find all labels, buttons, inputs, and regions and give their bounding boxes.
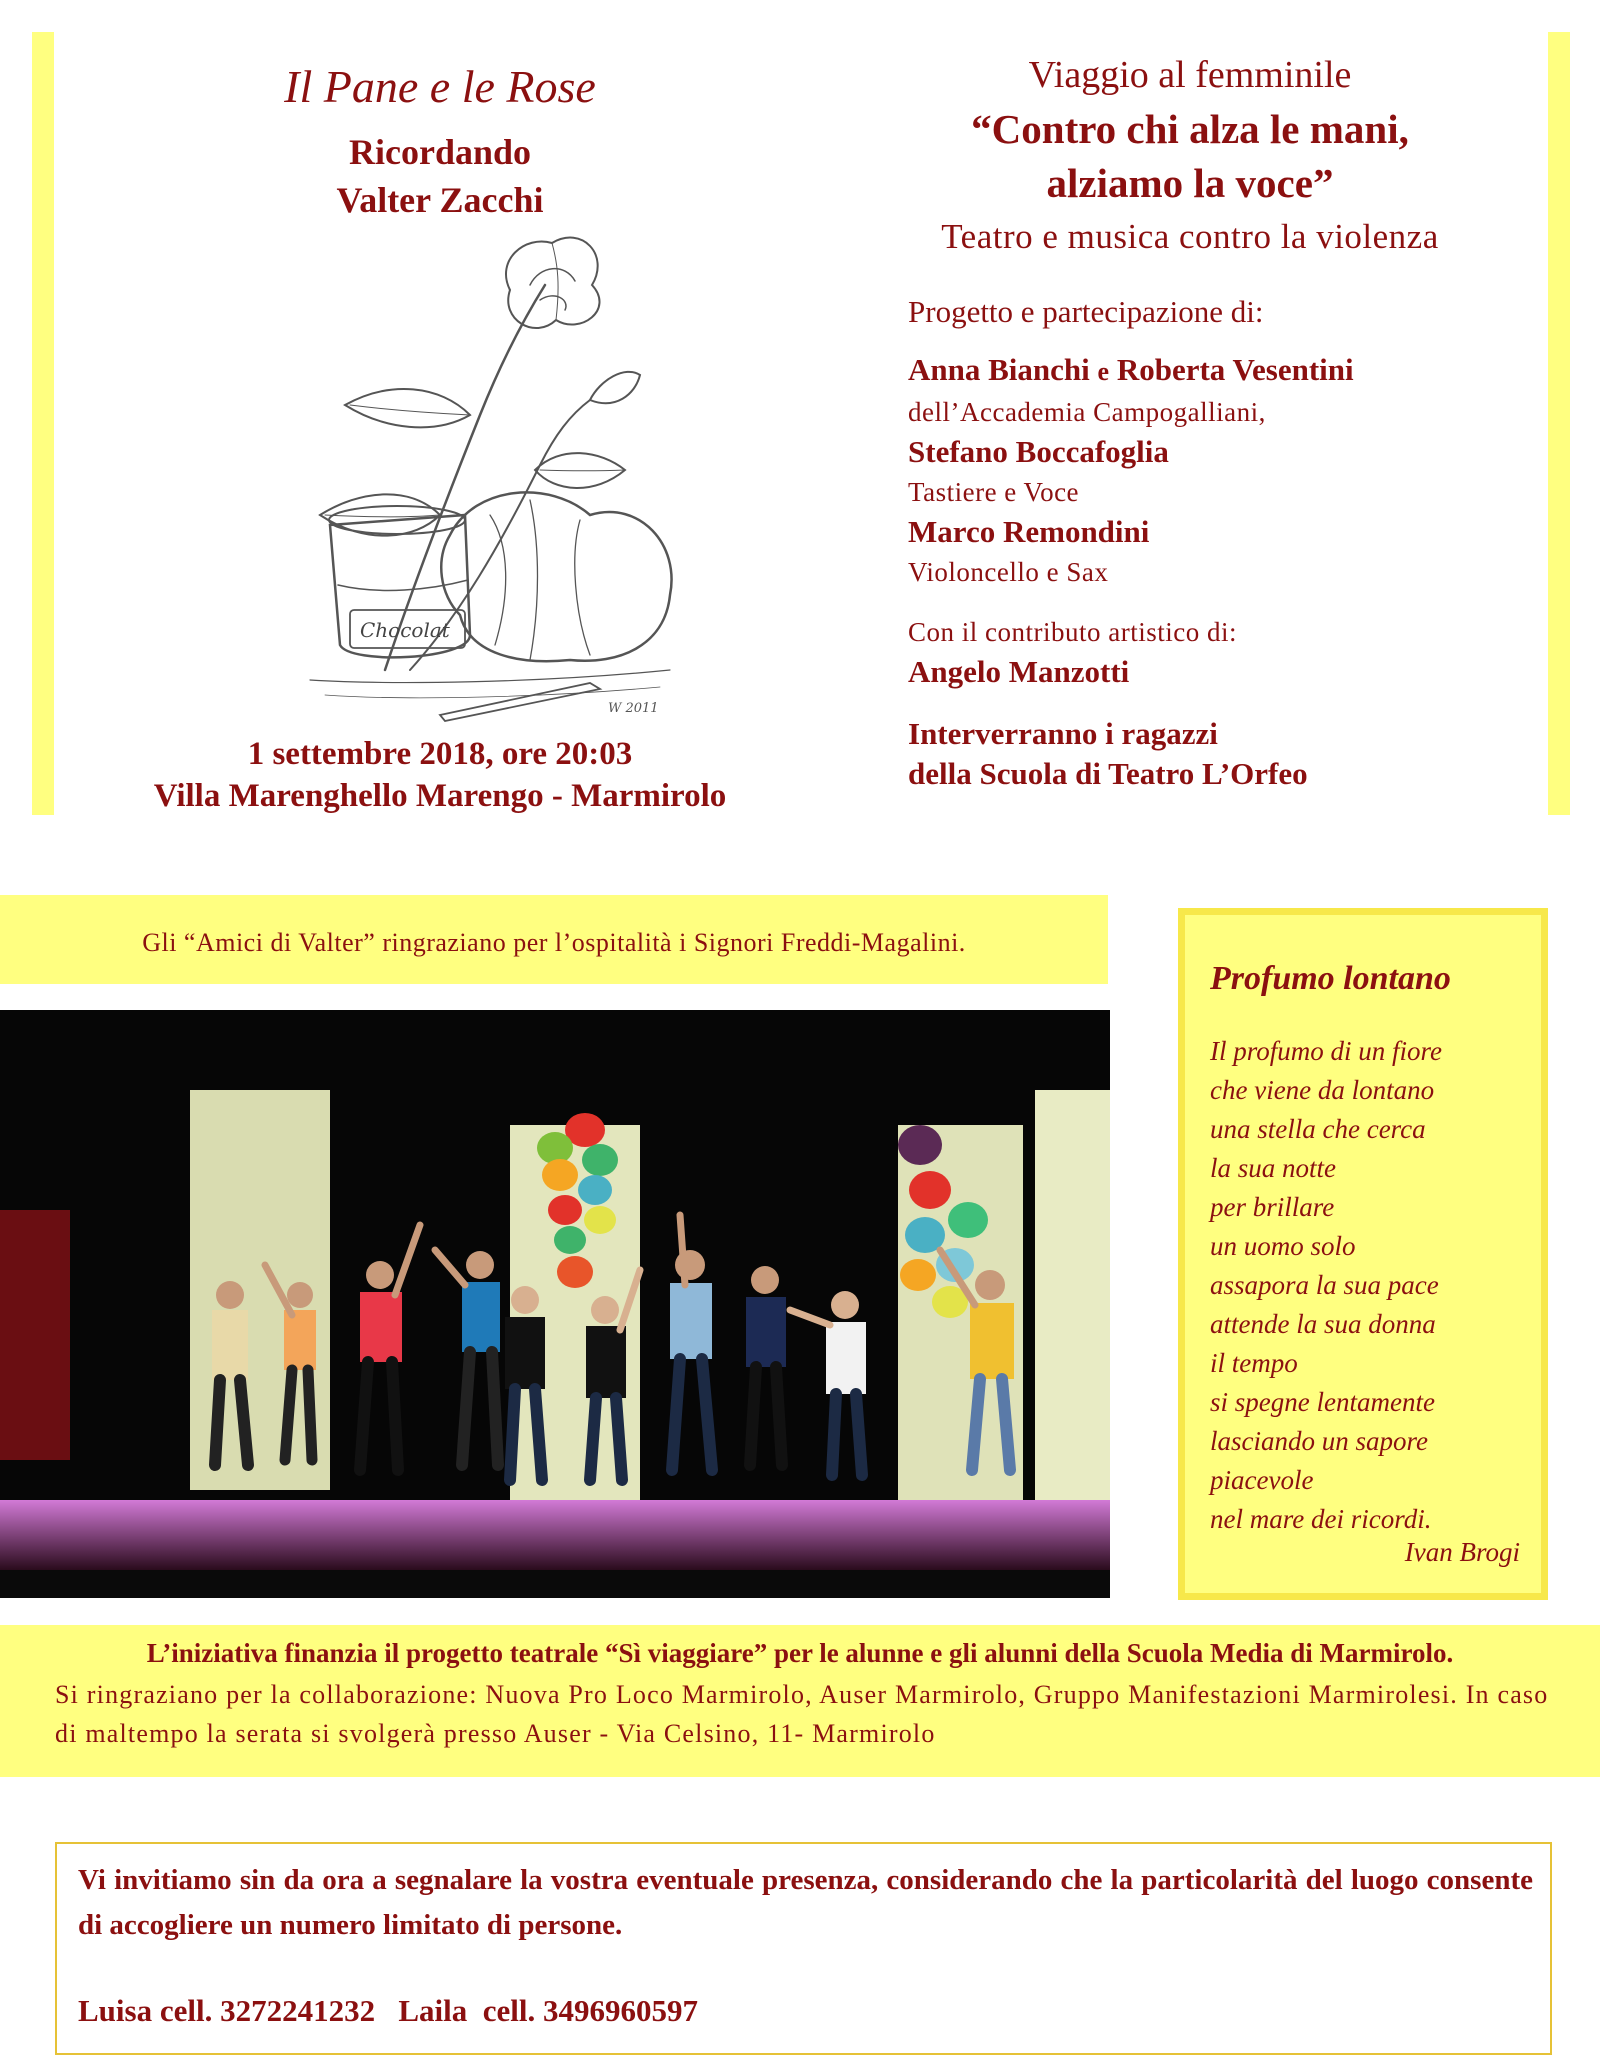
knife: [440, 683, 600, 721]
event-subtitle: Viaggio al femminile: [1028, 54, 1352, 96]
school-line-2: della Scuola di Teatro L’Orfeo: [908, 756, 1308, 791]
event-date: 1 settembre 2018, ore 20:03: [247, 736, 633, 772]
school-line-1: Interverranno i ragazzi: [908, 716, 1218, 751]
poem-line: piacevole: [1210, 1465, 1314, 1495]
contrib-heading: Con il contributo artistico di:: [908, 617, 1237, 647]
poem-line: il tempo: [1210, 1348, 1298, 1378]
poem-lines: [1210, 1032, 1442, 1539]
credit-name-stefano: Stefano Boccafoglia: [908, 434, 1169, 469]
credits-heading: Progetto e partecipazione di:: [908, 294, 1264, 329]
stage-red-light: [0, 1210, 70, 1460]
invite-text: Vi invitiamo sin da ora a segnalare la vostra eventuale presenza, considerando che la particolarità del luogo consente di accogliere un numero limitato di persone.: [78, 1864, 1533, 1941]
poem-line: che viene da lontano: [1210, 1075, 1435, 1105]
artist-signature: W 2011: [608, 701, 659, 716]
event-tagline: Teatro e musica contro la violenza: [941, 217, 1439, 256]
jar-label-text: Chocolat: [360, 618, 450, 642]
poem-line: si spegne lentamente: [1210, 1387, 1435, 1417]
credits: [908, 290, 1508, 794]
leaf-left: [345, 389, 470, 427]
poem-line: un uomo solo: [1210, 1231, 1356, 1261]
poem-line: per brillare: [1210, 1192, 1335, 1222]
leaf-lower: [320, 494, 440, 535]
credit-name-anna: Anna Bianchi: [908, 352, 1090, 387]
credit-role-stefano: Tastiere e Voce: [908, 477, 1080, 507]
credit-conjunction: e: [1097, 357, 1110, 386]
credit-role-marco: Violoncello e Sax: [908, 557, 1109, 587]
poem-line: la sua notte: [1210, 1153, 1336, 1183]
credits-names-1: [908, 350, 1508, 392]
poem-line: Il profumo di un fiore: [1210, 1036, 1442, 1066]
page-title: Il Pane e le Rose: [284, 61, 596, 112]
poem-line: lasciando un sapore: [1210, 1426, 1428, 1456]
credit-role-accademia: dell’Accademia Campogalliani,: [908, 397, 1266, 427]
event-venue: Villa Marenghello Marengo - Marmirolo: [153, 778, 727, 814]
contacts: [78, 1993, 698, 2029]
dedication-line-1: Ricordando: [348, 132, 532, 172]
stage-photo: [0, 1010, 1110, 1598]
dedication: [150, 128, 730, 224]
poem-line: una stella che cerca: [1210, 1114, 1426, 1144]
contrib-name: Angelo Manzotti: [908, 654, 1130, 689]
event-quote-line-1: “Contro chi alza le mani,: [971, 106, 1409, 152]
event-header: [830, 48, 1550, 264]
left-accent-bar: [32, 32, 54, 815]
poem-title: Profumo lontano: [1210, 960, 1451, 997]
contact-luisa: Luisa cell. 3272241232: [78, 1993, 376, 2028]
credit-name-roberta: Roberta Vesentini: [1116, 352, 1354, 387]
stage-photo-drawing: [0, 1010, 1110, 1598]
right-accent-bar: [1548, 32, 1570, 815]
rose-flower: [506, 238, 600, 328]
stage-floor: [0, 1500, 1110, 1570]
stage-panel-4: [1035, 1090, 1110, 1510]
poem-line: attende la sua donna: [1210, 1309, 1436, 1339]
event-date-venue: [90, 733, 790, 817]
poem-line: nel mare dei ricordi.: [1210, 1504, 1432, 1534]
thanks-text: Gli “Amici di Valter” ringraziano per l’ospitalità i Signori Freddi-Magalini.: [142, 928, 966, 957]
bread-and-rose-sketch: [290, 215, 685, 730]
rose-bud: [590, 372, 640, 403]
poem-line: assapora la sua pace: [1210, 1270, 1439, 1300]
info-project: L’iniziativa finanzia il progetto teatrale “Sì viaggiare” per le alunne e gli alunni della Scuola Media di Marmirolo.: [146, 1638, 1454, 1668]
contact-laila: Laila cell. 3496960597: [398, 1993, 698, 2028]
dedication-line-2: Valter Zacchi: [336, 180, 544, 220]
info-acknowledgements: Si ringraziano per la collaborazione: Nuova Pro Loco Marmirolo, Auser Marmirolo, Gruppo Manifestazioni Marmirolesi. In caso di maltempo la serata si svolgerà presso Auser - Via Celsino, 11- Marmirolo: [55, 1680, 1549, 1748]
credit-name-marco: Marco Remondini: [908, 514, 1150, 549]
poem-author: Ivan Brogi: [1404, 1537, 1520, 1567]
event-quote-line-2: alziamo la voce”: [1046, 160, 1334, 206]
bread-loaf: [441, 492, 671, 661]
